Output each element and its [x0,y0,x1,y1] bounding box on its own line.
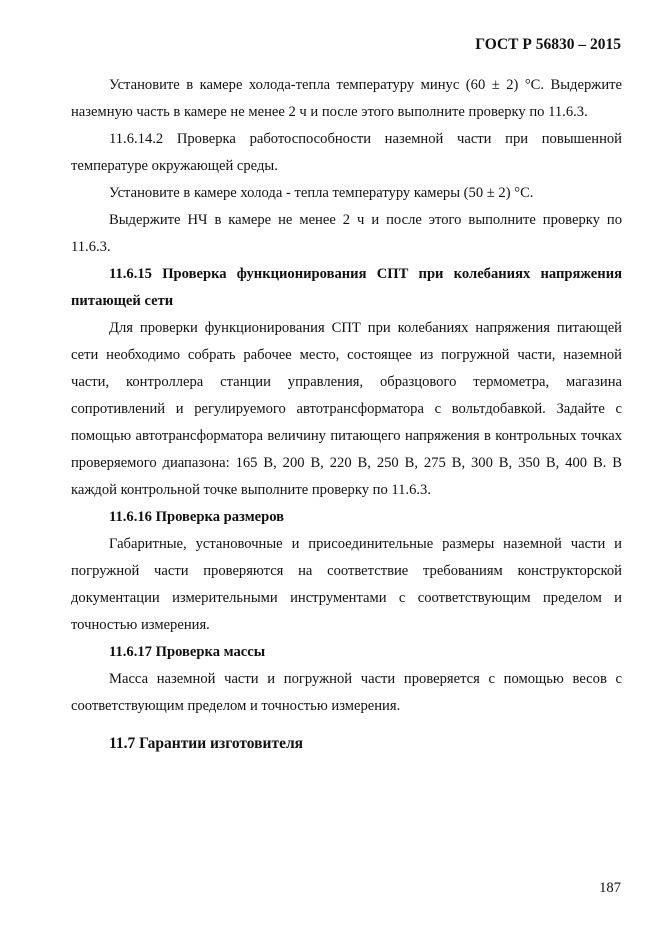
paragraph-heat-hold: Выдержите НЧ в камере не менее 2 ч и после этого выполните проверку по 11.6.3. [71,212,622,255]
section-heading-voltage: 11.6.15 Проверка функционирования СПТ при колебаниях напряжения питающей сети [71,266,622,309]
paragraph-voltage-test: Для проверки функционирования СПТ при колебаниях напряжения питающей сети необходимо собрать рабочее место, состоящее из погружной части, наземной части, контроллера станции управления, образцового термометра, магазина сопротивлений и регулируемого автотрансформатора с вольтдобавкой. Задайте с помощью автотрансформатора величину питающего напряжения в контрольных точках проверяемого диапазона: 165 В, 200 В, 220 В, 250 В, 275 В, 300 В, 350 В, 400 В. В каждой контрольной точке выполните проверку по 11.6.3. [71,320,622,498]
paragraph-dimensions: Габаритные, установочные и присоединительные размеры наземной части и погружной части проверяются на соответствие требованиям конструкторской документации измерительными инструментами с соответствующим пределом и точностью измерения. [71,536,622,633]
section-heading-dimensions: 11.6.16 Проверка размеров [109,509,285,525]
paragraph-heat-test-title: 11.6.14.2 Проверка работоспособности наземной части при повышенной температуре окружающей среды. [71,131,622,174]
section-heading-warranty: 11.7 Гарантии изготовителя [109,735,304,752]
paragraph-heat-temperature: Установите в камере холода - тепла температуру камеры (50 ± 2) °С. [109,185,534,201]
document-body [71,72,622,757]
page-number: 187 [599,880,621,896]
section-heading-mass: 11.6.17 Проверка массы [109,644,266,660]
document-header: ГОСТ Р 56830 – 2015 [475,36,621,53]
paragraph-mass: Масса наземной части и погружной части проверяется с помощью весов с соответствующим пределом и точностью измерения. [71,671,622,714]
paragraph-cold-test: Установите в камере холода-тепла температуру минус (60 ± 2) °С. Выдержите наземную часть в камере не менее 2 ч и после этого выполните проверку по 11.6.3. [71,77,622,120]
